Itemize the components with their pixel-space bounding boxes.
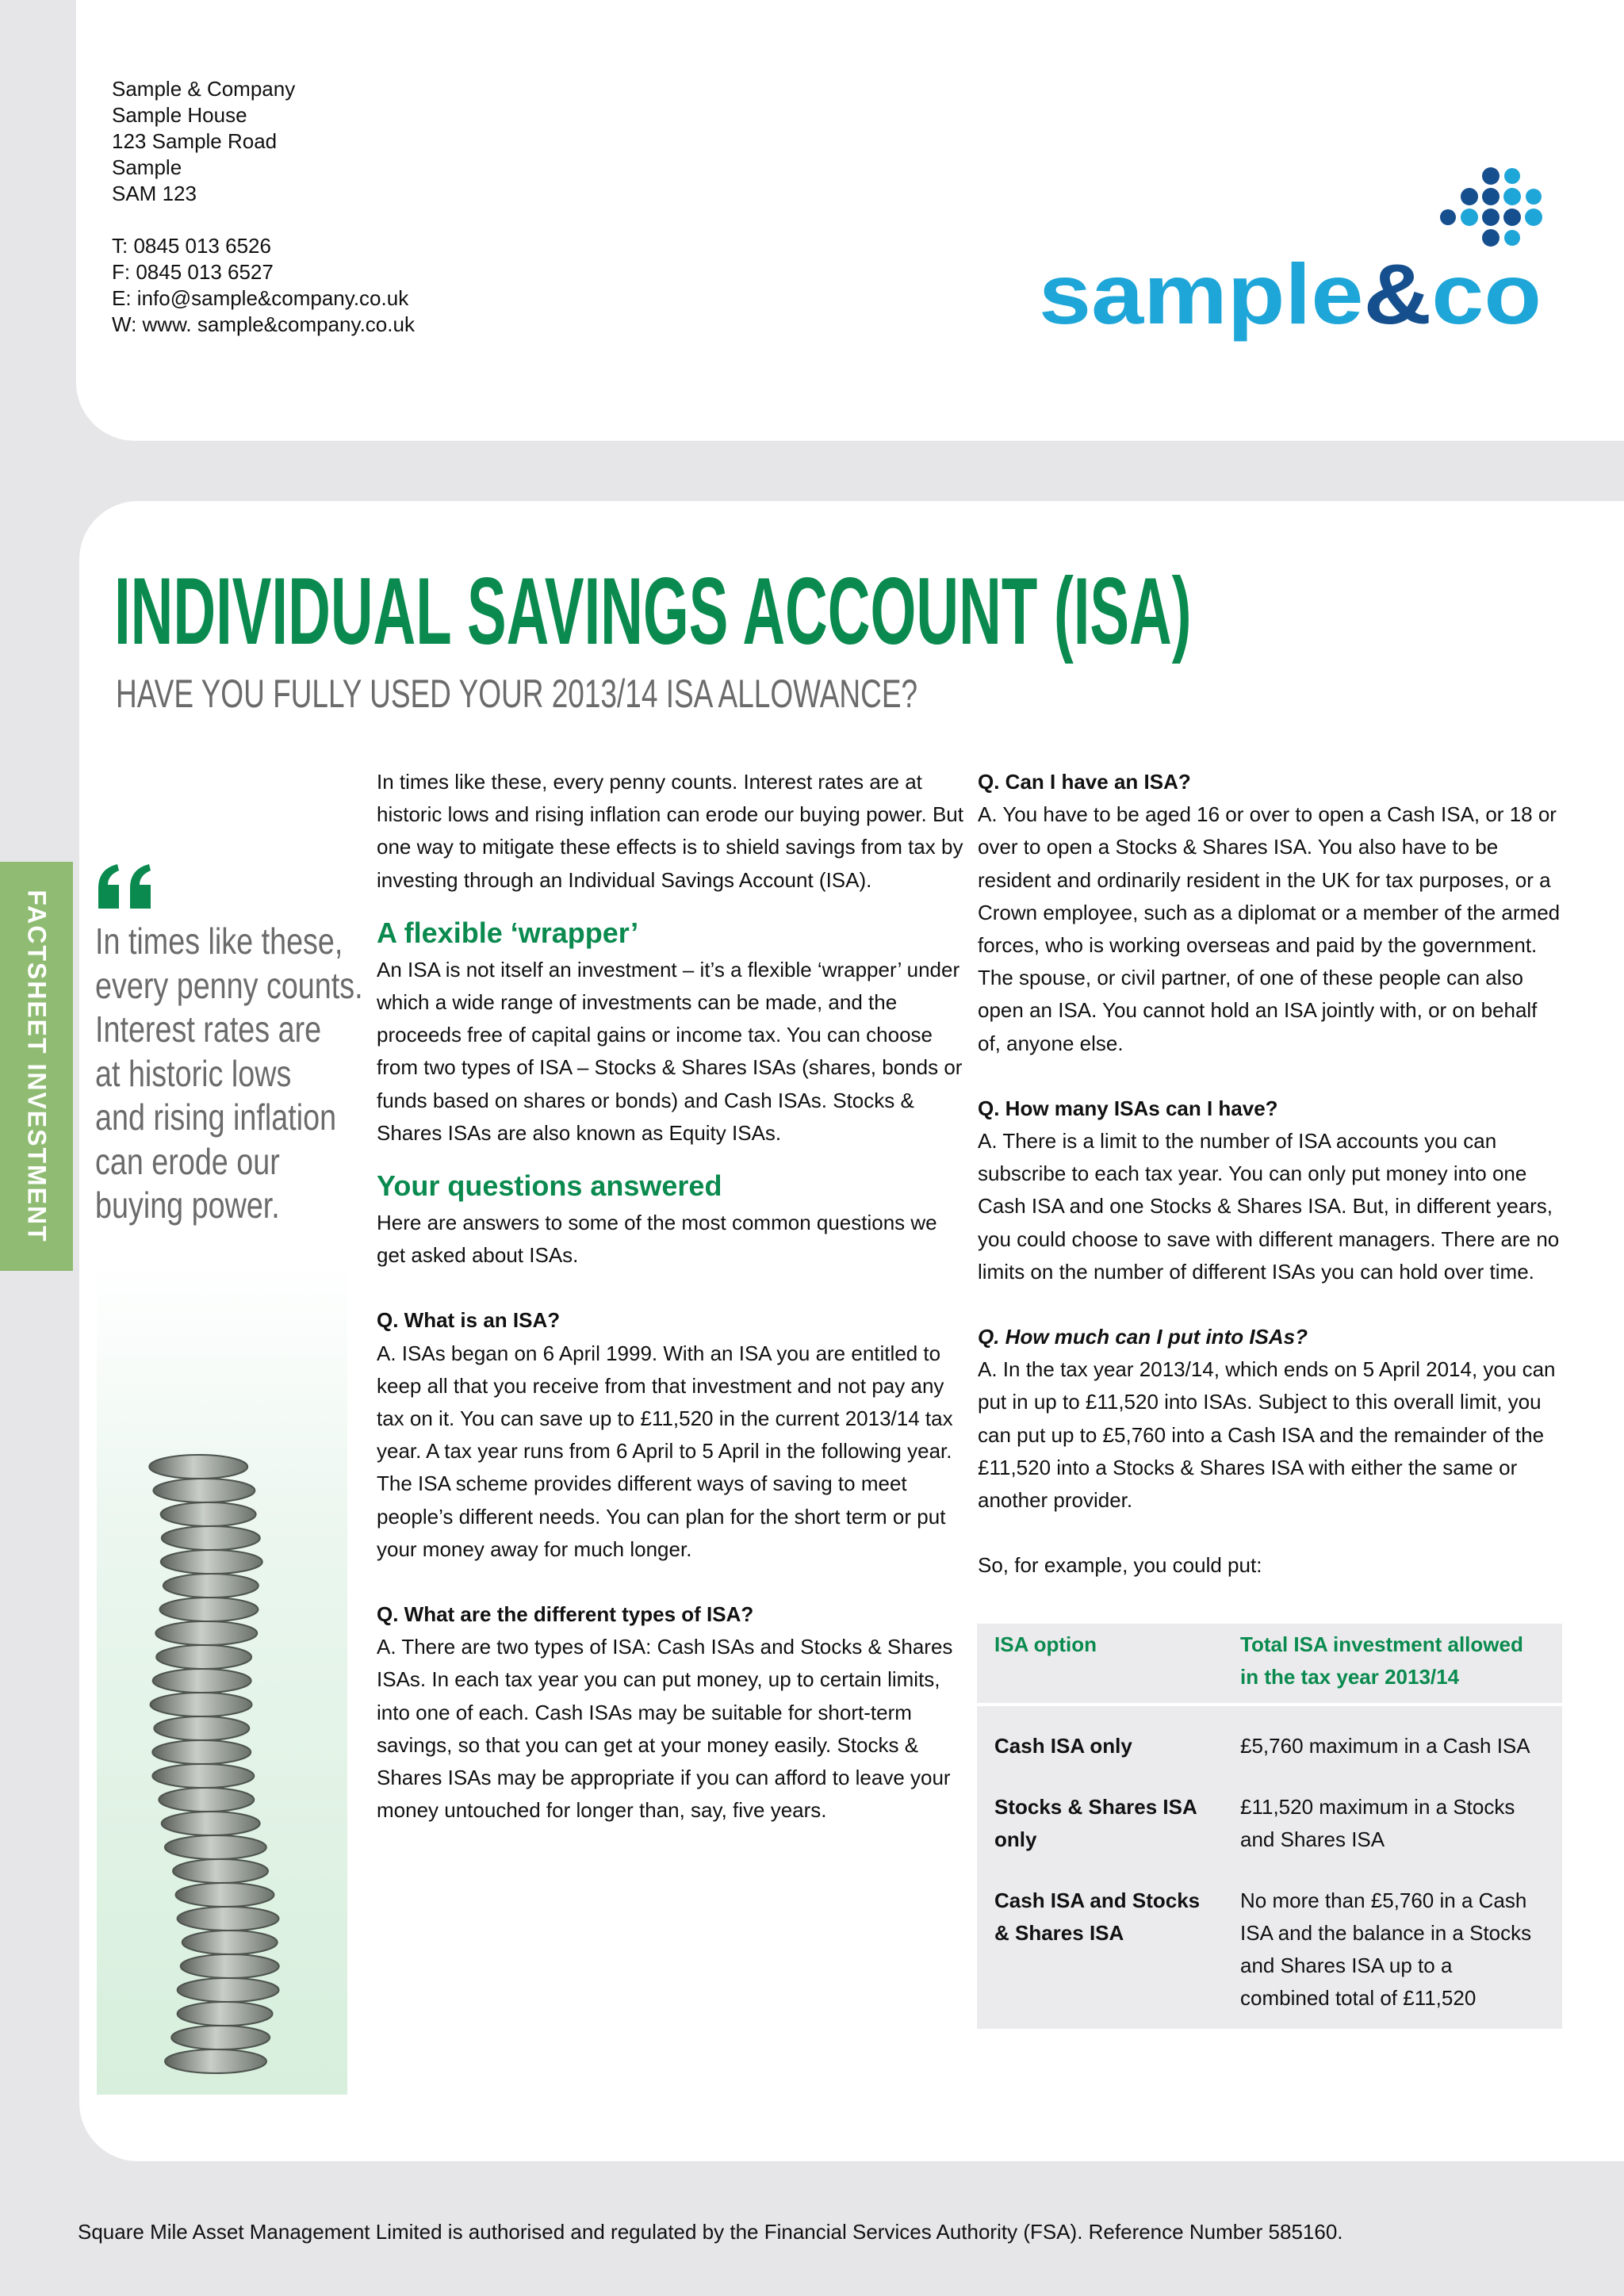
pull-quote-line: Interest rates are <box>95 1008 322 1050</box>
pull-quote-line: every penny counts. <box>95 964 363 1006</box>
coin <box>161 1550 262 1574</box>
questions-heading: Your questions answered <box>377 1169 722 1203</box>
address-road: 123 Sample Road <box>112 129 278 153</box>
address-house: Sample House <box>112 103 247 127</box>
coin <box>154 1716 249 1740</box>
question-can-i-have-isa: Q. Can I have an ISA? <box>978 770 1191 794</box>
pull-quote <box>95 920 365 1228</box>
address-postcode: SAM 123 <box>112 182 197 205</box>
coin <box>159 1788 254 1812</box>
pull-quote-line: In times like these, <box>95 920 343 962</box>
logo-text-sample: sample <box>1039 246 1335 342</box>
coin <box>178 1907 279 1931</box>
page-title: INDIVIDUAL SAVINGS ACCOUNT (ISA) <box>114 558 1192 664</box>
table-row <box>977 1705 1562 1767</box>
pull-quote-line: and rising inflation <box>95 1096 337 1138</box>
coin <box>171 2026 270 2049</box>
question-types-of-isa: Q. What are the different types of ISA? <box>377 1602 754 1627</box>
coin <box>153 1669 251 1693</box>
question-what-is-isa: Q. What is an ISA? <box>377 1308 561 1333</box>
coin <box>156 1645 251 1669</box>
answer-how-many-isas: A. There is a limit to the number of ISA accounts you can subscribe to each tax year. You can only put money into one Cash ISA and one Stocks & Shares ISA. But, in different years, you could choose to save with different managers. There are no limits on the number of different ISAs you can hold over time. <box>978 1129 1560 1284</box>
table-cell-allowance: No more than £5,760 in a Cash ISA and the balance in a Stocks and Shares ISA up to a combined total of £11,520 <box>1223 1861 1562 2029</box>
page-subtitle: HAVE YOU FULLY USED YOUR 2013/14 ISA ALLOWANCE? <box>116 672 918 716</box>
side-tab-label: FACTSHEET INVESTMENT <box>22 890 52 1243</box>
coin <box>161 1502 256 1526</box>
table-header-allowance: Total ISA investment allowed in the tax year 2013/14 <box>1223 1624 1562 1705</box>
table-cell-allowance: £5,760 maximum in a Cash ISA <box>1223 1705 1562 1767</box>
pull-quote-line: at historic lows <box>95 1052 292 1094</box>
coin <box>163 1574 259 1598</box>
footer-disclaimer: Square Mile Asset Management Limited is authorised and regulated by the Financial Services Authority (FSA). Reference Number 585160. <box>78 2220 1343 2244</box>
contact-website[interactable]: W: www. sample&company.co.uk <box>112 312 415 336</box>
coin <box>155 1621 257 1645</box>
coin <box>162 1526 260 1550</box>
table-cell-option: Stocks & Shares ISA only <box>977 1767 1223 1861</box>
coin <box>152 1764 254 1788</box>
coin <box>178 2002 273 2026</box>
answer-types-of-isa: A. There are two types of ISA: Cash ISAs and Stocks & Shares ISAs. In each tax year you can put money, up to certain limits, into one of each. Cash ISAs may be suitable for short-term savings, so that you can get at your money easily. Stocks & Shares ISAs may be appropriate if you can afford to leave your money untouched for longer than, say, five years. <box>377 1635 953 1823</box>
answer-how-much: A. In the tax year 2013/14, which ends on 5 April 2014, you can put in up to £11,520 into ISAs. Subject to this overall limit, you can put up to £5,760 into a Cash ISA and the remainder of the £11,520 into a Stocks & Shares ISA with either the same or another provider. <box>978 1357 1556 1513</box>
contact-fax: F: 0845 013 6527 <box>112 260 274 284</box>
question-how-much: Q. How much can I put into ISAs? <box>978 1325 1308 1349</box>
middle-column <box>377 766 963 1827</box>
table-header-row <box>977 1624 1562 1705</box>
logo-text-co: co <box>1431 246 1532 342</box>
right-column <box>978 766 1565 1582</box>
coin <box>175 1883 274 1907</box>
coin <box>149 1455 247 1479</box>
isa-options-table <box>977 1624 1562 2029</box>
quote-icon <box>95 864 155 909</box>
coin-stack-image <box>97 1261 347 2095</box>
example-intro: So, for example, you could put: <box>978 1553 1262 1578</box>
table-cell-allowance: £11,520 maximum in a Stocks and Shares ISA <box>1223 1767 1562 1861</box>
coin <box>165 1835 266 1859</box>
contact-address <box>112 76 415 338</box>
table-cell-option: Cash ISA only <box>977 1705 1223 1767</box>
table-cell-option: Cash ISA and Stocks & Shares ISA <box>977 1861 1223 2029</box>
pull-quote-line: buying power. <box>95 1184 280 1226</box>
table-header-option: ISA option <box>977 1624 1223 1705</box>
coin <box>162 1812 260 1835</box>
table-row <box>977 1767 1562 1861</box>
answer-what-is-isa: A. ISAs began on 6 April 1999. With an ISA you are entitled to keep all that you receive from that investment and not pay any tax on it. You can save up to £11,520 in the current 2013/14 tax year. A tax year runs from 6 April to 5 April in the following year. The ISA scheme provides different ways of saving to meet people’s different needs. You can plan for the short term or put your money away for much longer. <box>377 1341 953 1561</box>
company-logo <box>1039 166 1570 365</box>
contact-email[interactable]: E: info@sample&company.co.uk <box>112 286 409 310</box>
questions-intro: Here are answers to some of the most common questions we get asked about ISAs. <box>377 1211 937 1268</box>
coin <box>173 1859 268 1883</box>
coin <box>159 1598 258 1621</box>
address-town: Sample <box>112 155 182 179</box>
coin <box>151 1693 252 1716</box>
intro-paragraph: In times like these, every penny counts. Interest rates are at historic lows and rising inflation can erode our buying power. But one way to mitigate these effects is to shield savings from tax by investing through an Individual Savings Account (ISA). <box>377 770 963 892</box>
wrapper-heading: A flexible ‘wrapper’ <box>377 916 639 949</box>
logo-wordmark <box>1039 246 1542 342</box>
coin <box>178 1978 279 2002</box>
answer-can-i-have-isa: A. You have to be aged 16 or over to open a Cash ISA, or 18 or over to open a Stocks & Shares ISA. You also have to be resident and ordinarily resident in the UK for tax purposes, or a Crown employee, such as a diplomat or a member of the armed forces, who is working overseas and paid by the government. The spouse, or civil partner, of one of these people can also open an ISA. You cannot hold an ISA jointly with, or on behalf of, anyone else. <box>978 802 1561 1055</box>
pull-quote-line: can erode our <box>95 1140 280 1182</box>
coin <box>153 1479 255 1502</box>
logo-text-amp: & <box>1363 246 1426 342</box>
coin <box>152 1740 251 1764</box>
table-row <box>977 1861 1562 2029</box>
question-how-many-isas: Q. How many ISAs can I have? <box>978 1096 1278 1120</box>
dots-icon <box>1440 167 1542 247</box>
contact-telephone: T: 0845 013 6526 <box>112 234 271 258</box>
wrapper-paragraph: An ISA is not itself an investment – it’s a flexible ‘wrapper’ under which a wide range of investments can be made, and the proceeds free of capital gains or income tax. You can choose from two types of ISA – Stocks & Shares ISAs (shares, bonds or funds based on shares or bonds) and Cash ISAs. Stocks & Shares ISAs are also known as Equity ISAs. <box>377 957 963 1145</box>
coin <box>165 2049 266 2073</box>
coin <box>181 1954 279 1978</box>
company-name: Sample & Company <box>112 77 296 101</box>
coin <box>182 1931 278 1954</box>
